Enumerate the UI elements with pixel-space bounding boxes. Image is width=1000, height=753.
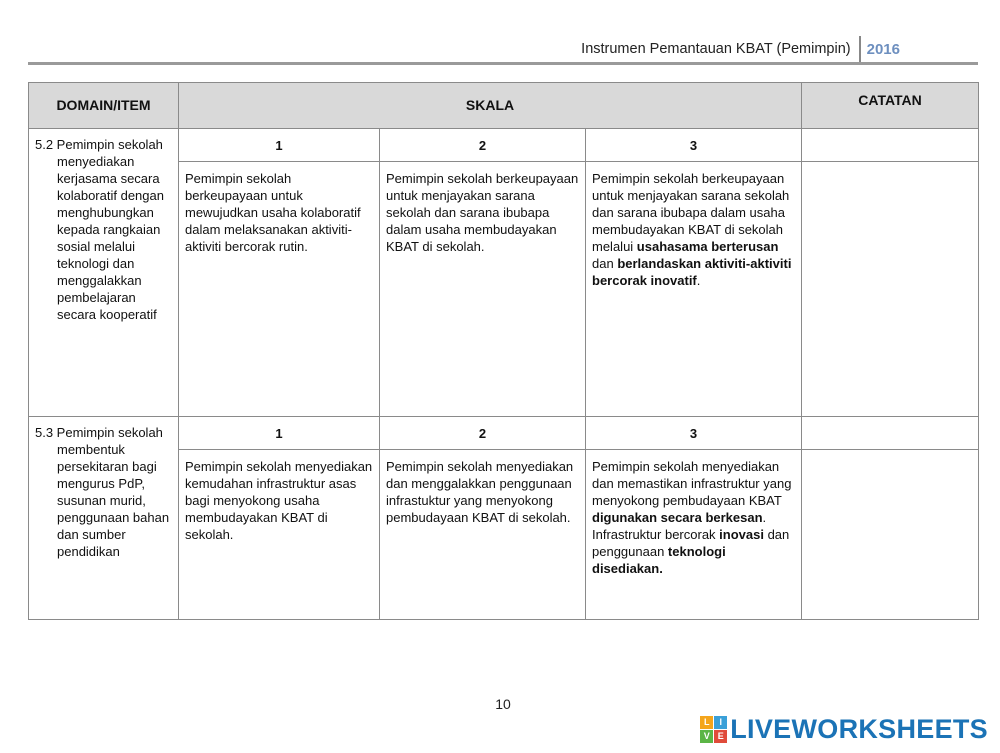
scale-number-3: 3 <box>586 417 802 450</box>
bold-segment: usahasama berterusan <box>636 239 779 254</box>
bold-segment: berlandaskan aktiviti-aktiviti bercorak inovatif <box>592 256 792 288</box>
domain-item-5-2 <box>29 129 179 417</box>
table-row <box>29 417 979 450</box>
scale-number-2: 2 <box>380 417 586 450</box>
document-title: Instrumen Pemantauan KBAT (Pemimpin) <box>581 41 851 57</box>
scale-number-1: 1 <box>179 417 380 450</box>
bold-segment: inovasi <box>719 527 764 542</box>
text-segment: Pemimpin sekolah berkeupayaan untuk menjayakan sarana sekolah dan sarana ibubapa dalam usaha membudayakan KBAT di sekolah melalui <box>592 171 790 254</box>
catatan-cell[interactable] <box>802 129 979 162</box>
catatan-answer-cell[interactable] <box>802 450 979 620</box>
table-header-row <box>29 83 979 129</box>
text-segment: Pemimpin sekolah menyediakan dan memastikan infrastruktur yang menyokong pembudayaan KBAT <box>592 459 792 508</box>
logo-letter: I <box>714 716 727 729</box>
liveworksheets-logo[interactable] <box>700 714 988 745</box>
table-row <box>29 129 979 162</box>
document-year: 2016 <box>866 40 900 58</box>
level-2-description: Pemimpin sekolah menyediakan dan menggalakkan penggunaan infrastuktur yang menyokong pembudayaan KBAT di sekolah. <box>380 450 586 620</box>
level-1-description: Pemimpin sekolah menyediakan kemudahan infrastruktur asas bagi menyokong usaha membudayakan KBAT di sekolah. <box>179 450 380 620</box>
text-segment: dan <box>592 256 618 271</box>
level-3-description <box>586 450 802 620</box>
header-rule <box>28 62 978 65</box>
level-3-description <box>586 162 802 417</box>
header-divider <box>859 36 861 62</box>
logo-letter: V <box>700 730 713 743</box>
domain-item-5-3 <box>29 417 179 620</box>
bold-segment: teknologi disediakan. <box>592 544 726 576</box>
bold-segment: digunakan secara berkesan <box>592 510 763 525</box>
header-domain: DOMAIN/ITEM <box>29 83 179 129</box>
logo-letter: L <box>700 716 713 729</box>
liveworksheets-wordmark: LIVEWORKSHEETS <box>730 714 988 744</box>
text-segment: . <box>696 273 701 288</box>
catatan-answer-cell[interactable] <box>802 162 979 417</box>
scale-number-1: 1 <box>179 129 380 162</box>
document-header <box>581 34 900 64</box>
scale-number-3: 3 <box>586 129 802 162</box>
level-2-description: Pemimpin sekolah berkeupayaan untuk menjayakan sarana sekolah dan sarana ibubapa dalam usaha membudayakan KBAT di sekolah. <box>380 162 586 417</box>
logo-letter: E <box>714 730 727 743</box>
catatan-cell[interactable] <box>802 417 979 450</box>
text-segment: dan penggunaan <box>592 527 790 559</box>
header-catatan: CATATAN <box>802 83 979 129</box>
scale-number-2: 2 <box>380 129 586 162</box>
kbat-table <box>28 82 979 620</box>
level-1-description: Pemimpin sekolah berkeupayaan untuk mewujudkan usaha kolaboratif dalam melaksanakan aktiviti-aktiviti bercorak rutin. <box>179 162 380 417</box>
liveworksheets-icon <box>700 716 727 743</box>
domain-item-text: 5.2 Pemimpin sekolah menyediakan kerjasama secara kolaboratif dengan menghubungkan kepada rangkaian sosial melalui teknologi dan menggalakkan pembelajaran secara kooperatif <box>35 137 164 322</box>
text-segment: . Infrastruktur bercorak <box>592 510 767 542</box>
domain-item-text: 5.3 Pemimpin sekolah membentuk persekitaran bagi mengurus PdP, susunan murid, penggunaan bahan dan sumber pendidikan <box>35 425 170 559</box>
header-skala: SKALA <box>179 83 802 129</box>
page-number: 10 <box>495 696 511 712</box>
